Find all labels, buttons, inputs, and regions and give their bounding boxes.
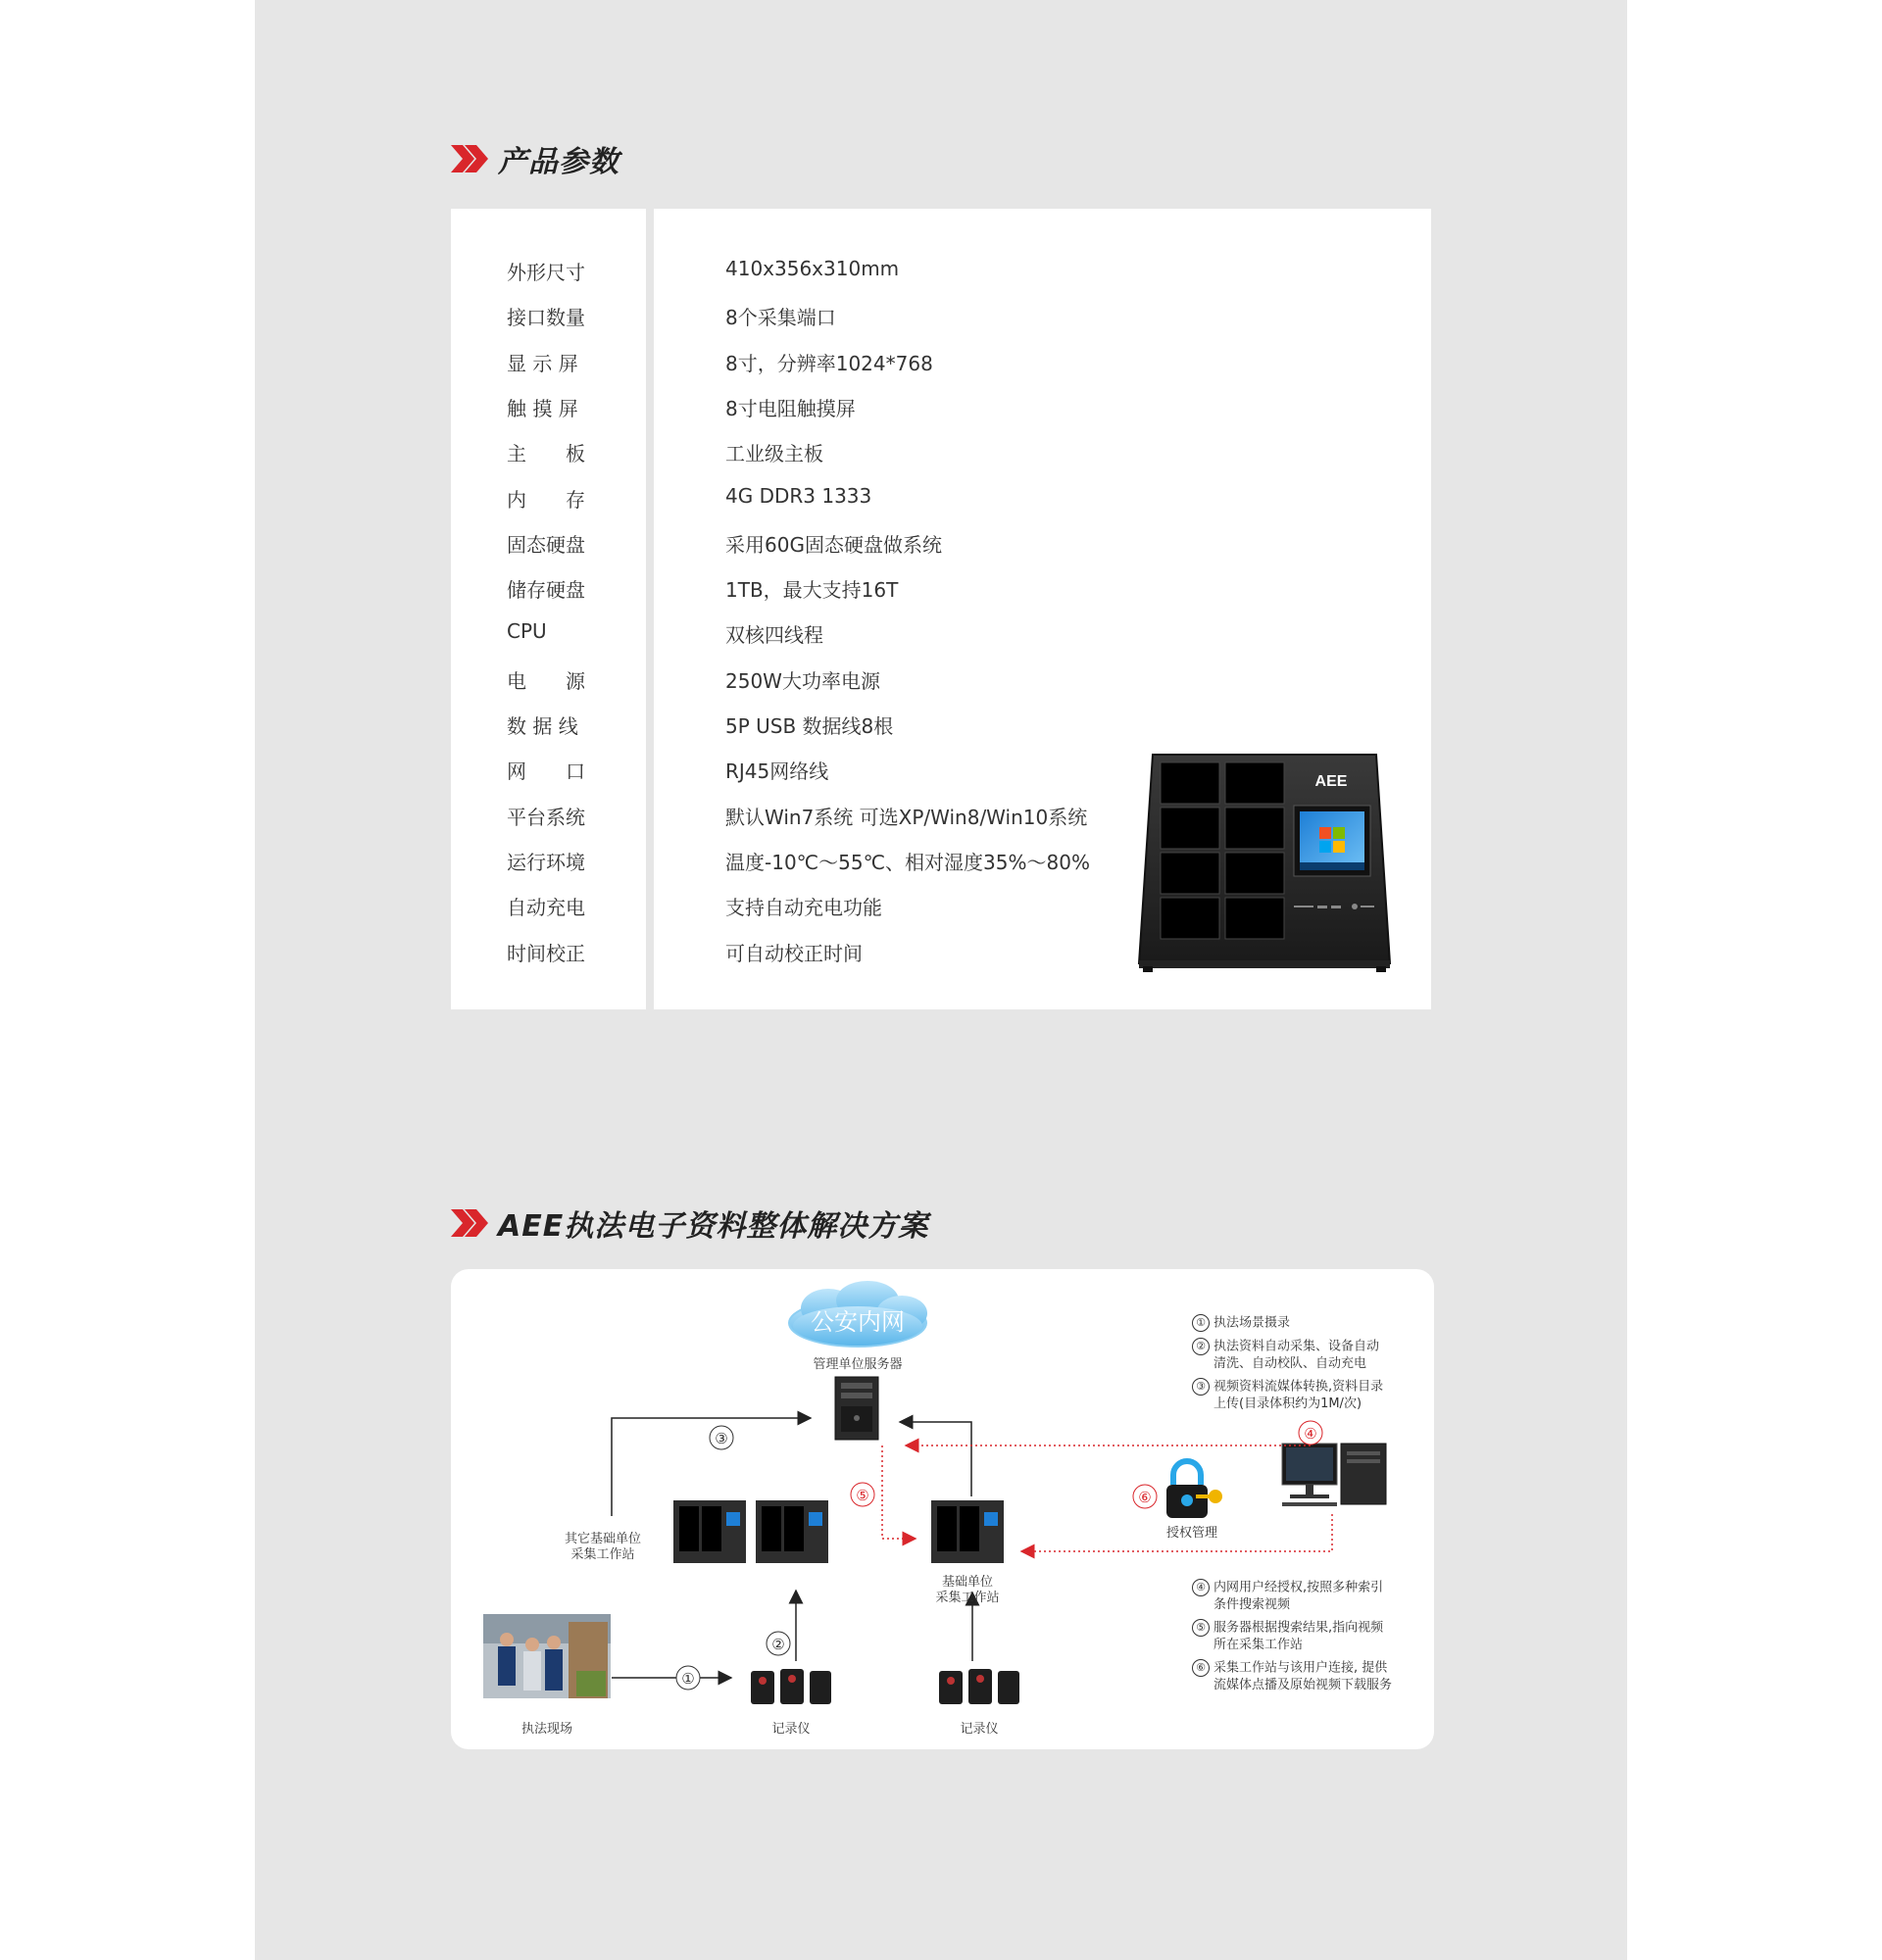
cloud-label: 公安内网	[811, 1308, 905, 1336]
legend-line	[1192, 1378, 1417, 1396]
legend-number: ④	[1192, 1579, 1210, 1596]
auth-label: 授权管理	[1165, 1526, 1217, 1541]
legend-text: 内网用户经授权,按照多种索引	[1213, 1580, 1384, 1595]
spec-value: 410x356x310mm	[725, 257, 900, 280]
spec-value: 可自动校正时间	[725, 941, 863, 965]
legend-line	[1192, 1677, 1427, 1693]
legend-item	[1192, 1314, 1417, 1332]
legend-item	[1192, 1338, 1417, 1372]
scene-photo	[483, 1614, 611, 1698]
section-title-solution	[451, 1201, 928, 1245]
spec-label: 储存硬盘	[507, 578, 585, 603]
spec-value: RJ45网络线	[725, 760, 829, 784]
step-6: ⑥	[1138, 1489, 1152, 1506]
recorder-label-2: 记录仪	[960, 1722, 999, 1737]
solution-diagram	[451, 1269, 1434, 1749]
spec-label: 平台系统	[507, 805, 585, 829]
spec-value: 支持自动充电功能	[725, 896, 882, 920]
legend-line	[1192, 1596, 1427, 1613]
spec-label: 接口数量	[507, 306, 585, 330]
legend-text: 服务器根据搜索结果,指向视频	[1213, 1620, 1384, 1636]
base-station-label-line: 采集工作站	[935, 1591, 1000, 1605]
spec-label: 固态硬盘	[507, 532, 585, 557]
section-title-text: AEE执法电子资料整体解决方案	[498, 1209, 929, 1244]
legend-number: ⑥	[1192, 1659, 1210, 1677]
double-chevron-icon	[451, 145, 488, 172]
spec-label: 时间校正	[507, 941, 585, 965]
spec-label: CPU	[507, 619, 547, 644]
station-device-icon	[673, 1500, 746, 1563]
legend-item	[1192, 1619, 1427, 1653]
legend-item	[1192, 1378, 1417, 1412]
other-station-label-line: 其它基础单位	[564, 1532, 641, 1546]
legend-top	[1192, 1314, 1417, 1418]
spec-row	[451, 438, 1431, 477]
legend-text: 清洗、自动校队、自动充电	[1213, 1356, 1367, 1371]
legend-text: 视频资料流媒体转换,资料目录	[1213, 1379, 1384, 1395]
spec-row	[451, 393, 1431, 432]
legend-line	[1192, 1579, 1427, 1596]
legend-line	[1192, 1338, 1417, 1355]
step-1: ①	[681, 1670, 695, 1688]
spec-table	[451, 209, 1431, 1009]
spec-value: 1TB，最大支持16T	[725, 578, 899, 603]
spec-value: 4G DDR3 1333	[725, 483, 872, 508]
spec-label: 自动充电	[507, 896, 585, 920]
legend-line	[1192, 1396, 1417, 1412]
desktop-computer-icon	[1282, 1444, 1386, 1506]
legend-line	[1192, 1355, 1417, 1372]
scene-label: 执法现场	[520, 1722, 572, 1737]
section-title-params	[451, 137, 619, 180]
spec-value: 8个采集端口	[725, 306, 836, 330]
legend-text: 条件搜索视频	[1213, 1597, 1291, 1612]
spec-label: 显 示 屏	[507, 351, 578, 375]
legend-text: 执法场景摄录	[1213, 1315, 1291, 1331]
device-brand: AEE	[1314, 773, 1348, 790]
spec-value: 双核四线程	[725, 623, 823, 648]
double-chevron-icon	[451, 1209, 488, 1237]
legend-number: ③	[1192, 1378, 1210, 1396]
server-icon	[835, 1377, 878, 1440]
section-title-text: 产品参数	[498, 145, 619, 179]
spec-label: 电 源	[507, 668, 585, 693]
spec-label: 运行环境	[507, 850, 585, 874]
legend-item	[1192, 1659, 1427, 1693]
other-station-label	[549, 1532, 657, 1563]
legend-text: 采集工作站与该用户连接, 提供	[1213, 1660, 1388, 1676]
spec-row	[451, 619, 1431, 659]
spec-value: 8寸电阻触摸屏	[725, 396, 856, 420]
spec-label: 网 口	[507, 760, 585, 784]
spec-row	[451, 574, 1431, 613]
spec-value: 温度-10℃～55℃、相对湿度35%～80%	[725, 850, 1090, 874]
legend-item	[1192, 1579, 1427, 1613]
legend-number: ⑤	[1192, 1619, 1210, 1637]
spec-label: 触 摸 屏	[507, 396, 578, 420]
spec-row	[451, 257, 1431, 296]
recorder-icon	[939, 1669, 1019, 1704]
legend-text: 执法资料自动采集、设备自动	[1213, 1339, 1380, 1354]
lock-icon	[1166, 1461, 1222, 1518]
station-device-icon	[756, 1500, 828, 1563]
step-2: ②	[771, 1636, 785, 1653]
step-4: ④	[1304, 1425, 1317, 1443]
legend-line	[1192, 1659, 1427, 1677]
spec-value: 5P USB 数据线8根	[725, 714, 894, 738]
step-5: ⑤	[856, 1487, 869, 1504]
legend-text: 流媒体点播及原始视频下载服务	[1213, 1678, 1393, 1692]
legend-line	[1192, 1619, 1427, 1637]
spec-row	[451, 529, 1431, 568]
legend-line	[1192, 1637, 1427, 1653]
legend-text: 上传(目录体积约为1M/次)	[1213, 1396, 1362, 1411]
spec-value: 8寸，分辨率1024*768	[725, 351, 933, 375]
legend-number: ①	[1192, 1314, 1210, 1332]
spec-row	[451, 484, 1431, 523]
spec-label: 内 存	[507, 487, 585, 512]
legend-number: ②	[1192, 1338, 1210, 1355]
spec-row	[451, 348, 1431, 387]
spec-value: 工业级主板	[725, 442, 823, 466]
spec-label: 数 据 线	[507, 714, 578, 738]
station-device-icon	[931, 1500, 1004, 1563]
base-station-label	[914, 1575, 1021, 1606]
spec-value: 250W大功率电源	[725, 668, 880, 693]
recorder-label-1: 记录仪	[771, 1722, 811, 1737]
recorder-icon	[751, 1669, 831, 1704]
spec-label: 主 板	[507, 442, 585, 466]
legend-line	[1192, 1314, 1417, 1332]
step-3: ③	[715, 1430, 728, 1447]
server-label: 管理单位服务器	[813, 1357, 903, 1372]
spec-label: 外形尺寸	[507, 261, 585, 284]
other-station-label-line: 采集工作站	[570, 1547, 635, 1562]
base-station-label-line: 基础单位	[941, 1575, 993, 1590]
spec-row	[451, 665, 1431, 705]
spec-value: 默认Win7系统 可选XP/Win8/Win10系统	[725, 805, 1088, 829]
spec-value: 采用60G固态硬盘做系统	[725, 532, 942, 557]
spec-row	[451, 302, 1431, 341]
legend-bottom	[1192, 1579, 1427, 1699]
legend-text: 所在采集工作站	[1213, 1638, 1304, 1652]
collection-station-image	[1137, 743, 1392, 973]
